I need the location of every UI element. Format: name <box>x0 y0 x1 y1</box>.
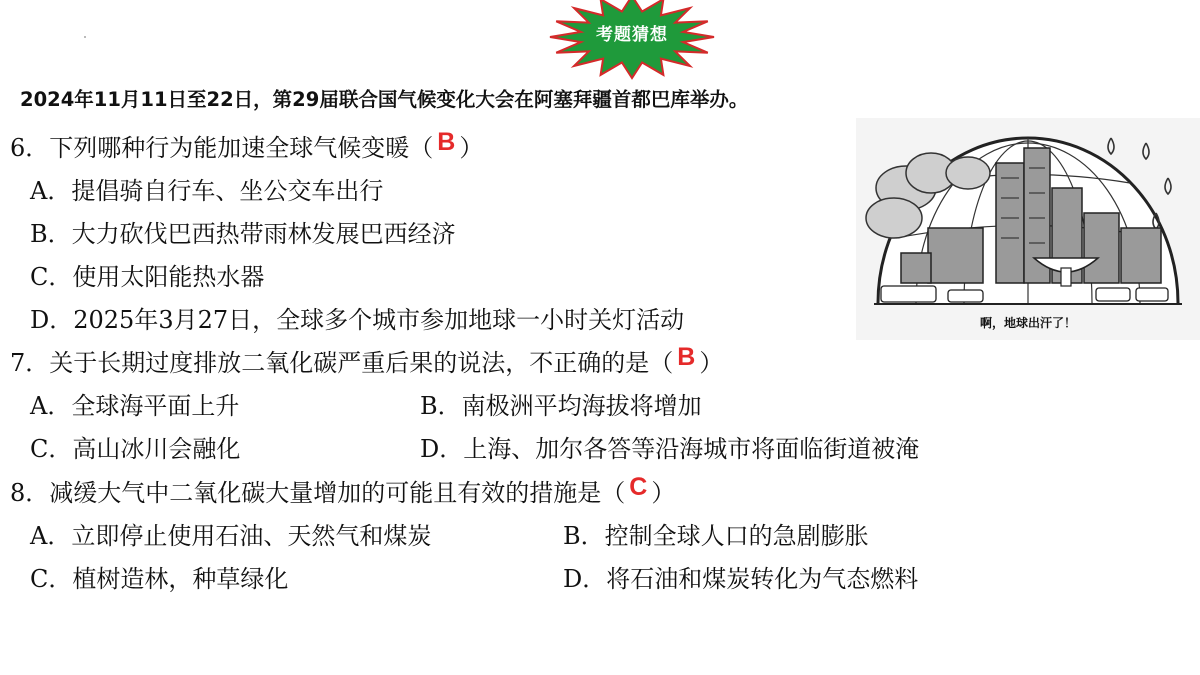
cartoon-caption: 啊，地球出汗了！ <box>979 316 1076 330</box>
q8-option-b: B．控制全球人口的急剧膨胀 <box>563 522 869 550</box>
question-6-close: ） <box>459 134 484 162</box>
earth-city-icon <box>856 118 1200 340</box>
question-6-stem: 6．下列哪种行为能加速全球气候变暖（ <box>10 134 434 162</box>
question-6 <box>10 128 483 163</box>
sweating-earth-cartoon <box>856 118 1200 340</box>
q7-option-c: C．高山冰川会融化 <box>30 435 241 463</box>
q8-option-a: A．立即停止使用石油、天然气和煤炭 <box>30 522 432 550</box>
q7-option-b: B．南极洲平均海拔将增加 <box>420 392 702 420</box>
question-6-answer: B <box>437 128 456 156</box>
q7-option-d: D．上海、加尔各答等沿海城市将面临街道被淹 <box>420 435 920 463</box>
q7-option-a: A．全球海平面上升 <box>30 392 240 420</box>
intro-text: 2024年11月11日至22日，第29届联合国气候变化大会在阿塞拜疆首都巴库举办。 <box>20 88 749 111</box>
question-8-stem: 8．减缓大气中二氧化碳大量增加的可能且有效的措施是（ <box>10 479 626 507</box>
exam-guess-badge <box>548 0 716 80</box>
q6-option-b: B．大力砍伐巴西热带雨林发展巴西经济 <box>30 220 456 248</box>
q6-option-c: C．使用太阳能热水器 <box>30 263 265 291</box>
q6-option-a: A．提倡骑自行车、坐公交车出行 <box>30 177 384 205</box>
question-8-answer: C <box>629 473 648 501</box>
question-7 <box>10 343 723 378</box>
q8-option-c: C．植树造林，种草绿化 <box>30 565 289 593</box>
question-7-close: ） <box>699 349 724 377</box>
question-8-close: ） <box>651 479 676 507</box>
question-7-answer: B <box>677 343 696 371</box>
q8-option-d: D．将石油和煤炭转化为气态燃料 <box>563 565 919 593</box>
q6-option-d: D．2025年3月27日，全球多个城市参加地球一小时关灯活动 <box>30 306 685 334</box>
badge-label: 考题猜想 <box>596 25 668 45</box>
question-7-stem: 7．关于长期过度排放二氧化碳严重后果的说法，不正确的是（ <box>10 349 674 377</box>
stray-dot <box>84 36 86 38</box>
question-8 <box>10 473 675 508</box>
